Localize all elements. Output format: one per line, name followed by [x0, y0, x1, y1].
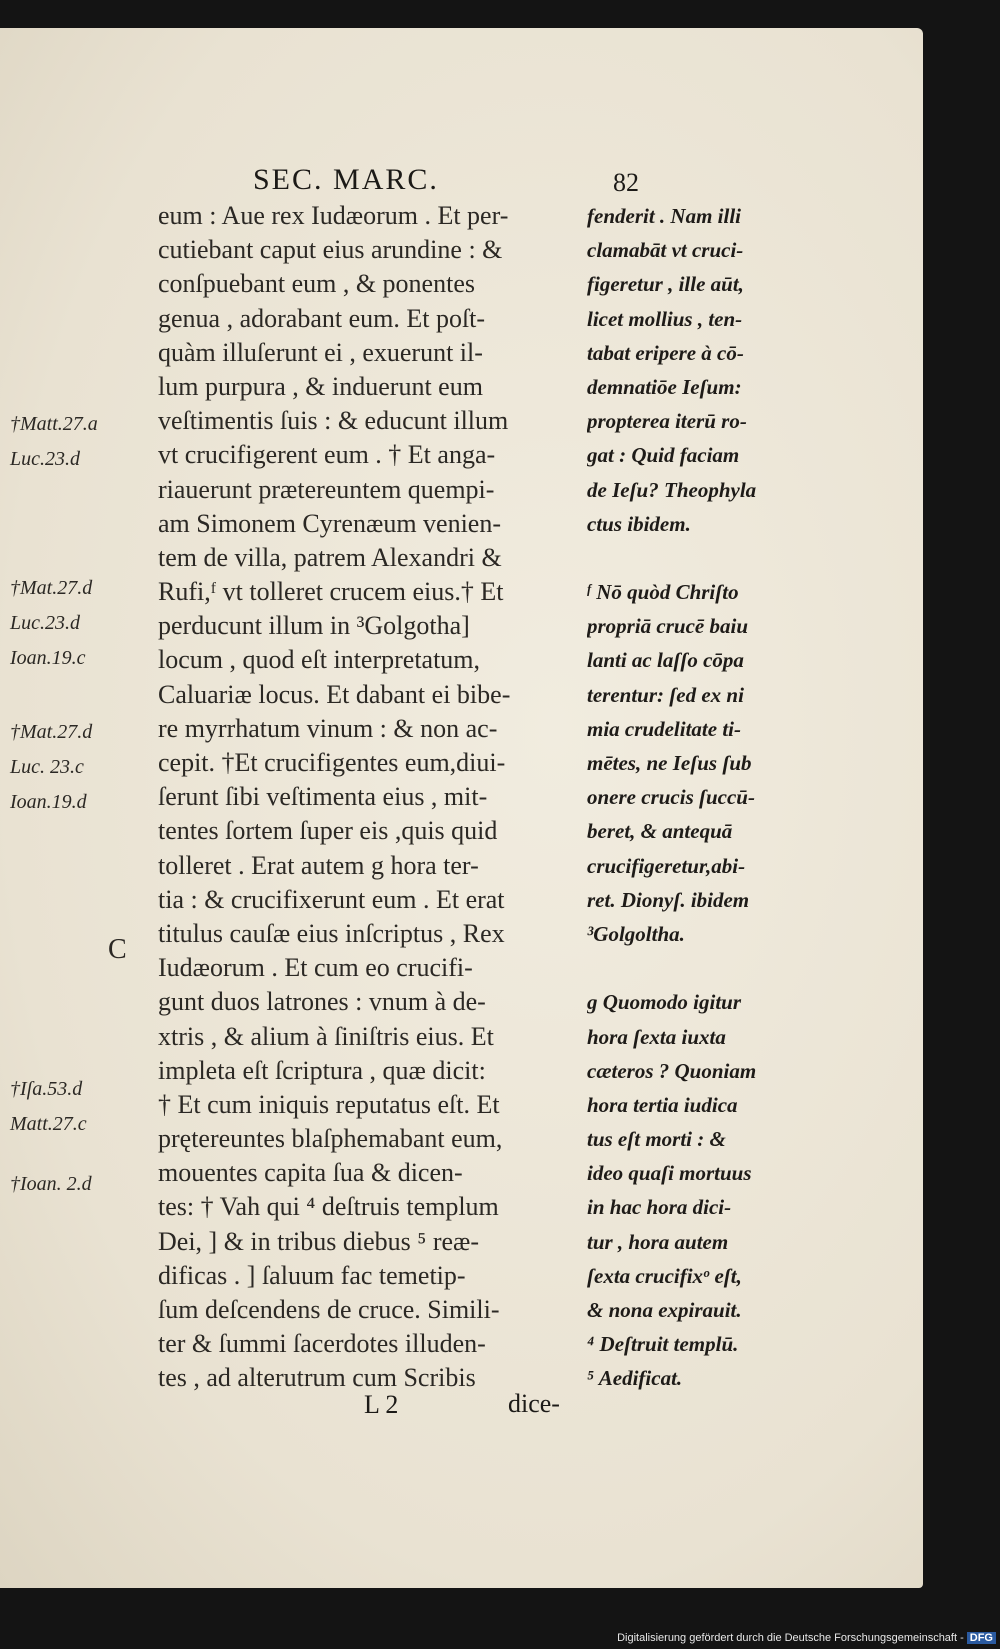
- gloss-line: propterea iterū ro-: [587, 409, 747, 434]
- gloss-line: ſexta crucifixᵒ eſt,: [587, 1263, 742, 1288]
- text-line: Caluariæ locus. Et dabant ei bibe-: [158, 679, 511, 709]
- gloss-line: lanti ac laſſo cōpa: [587, 648, 744, 673]
- text-line: cepit. †Et crucifigentes eum,diui-: [158, 748, 506, 777]
- text-line: locum , quod eſt interpretatum,: [158, 645, 481, 675]
- gloss-line: beret, & antequā: [587, 819, 733, 844]
- gloss-line: mia crudelitate ti-: [587, 716, 741, 741]
- gloss-line: ⁴ Deſtruit templū.: [587, 1332, 739, 1357]
- main-text-column: [158, 199, 578, 1396]
- text-line: ſerunt ſibi veſtimenta eius , mit-: [158, 782, 488, 812]
- margin-reference: Matt.27.c: [10, 1113, 87, 1135]
- text-line: tem de villa, patrem Alexandri &: [158, 542, 502, 572]
- gloss-line: ret. Dionyſ. ibidem: [587, 887, 750, 912]
- text-line: lum purpura , & induerunt eum: [158, 371, 483, 401]
- text-line: gunt duos latrones : vnum à de-: [158, 987, 486, 1017]
- text-line: perducunt illum in ³Golgotha]: [158, 611, 470, 641]
- gloss-line: ctus ibidem.: [587, 511, 691, 536]
- text-line: xtris , & alium à ſiniſtris eius. Et: [158, 1021, 494, 1051]
- gloss-column: [587, 199, 797, 1396]
- text-line: cutiebant caput eius arundine : &: [158, 235, 503, 265]
- signature-mark: L 2: [364, 1390, 399, 1419]
- text-line: tolleret . Erat autem g hora ter-: [158, 850, 479, 880]
- text-line: † Et cum iniquis reputatus eſt. Et: [158, 1089, 500, 1119]
- gloss-line: g Quomodo igitur: [587, 990, 742, 1015]
- text-line: mouentes capita ſua & dicen-: [158, 1158, 463, 1188]
- text-line: tes: † Vah qui ⁴ deſtruis templum: [158, 1192, 499, 1222]
- footer-text: Digitalisierung gefördert durch die Deutsche Forschungsgemeinschaft -: [617, 1632, 964, 1644]
- margin-reference: Ioan.19.d: [10, 791, 87, 813]
- gloss-line: cæteros ? Quoniam: [587, 1058, 757, 1083]
- text-line: ter & ſummi ſacerdotes illuden-: [158, 1329, 486, 1359]
- gloss-line: ᶠ Nō quòd Chriſto: [587, 580, 739, 605]
- text-line: tes , ad alterutrum cum Scribis: [158, 1363, 476, 1393]
- text-line: conſpuebant eum , & ponentes: [158, 269, 475, 299]
- text-line: riauerunt prætereuntem quempi-: [158, 474, 495, 504]
- text-line: prętereuntes blaſphemabant eum,: [158, 1124, 503, 1154]
- gloss-line: de Ieſu? Theophyla: [587, 477, 757, 502]
- text-line: veſtimentis ſuis : & educunt illum: [158, 406, 509, 436]
- margin-reference: Ioan.19.c: [10, 647, 86, 669]
- gloss-line: clamabāt vt cruci-: [587, 238, 744, 263]
- margin-reference: †Ioan. 2.d: [10, 1173, 92, 1195]
- margin-reference: Luc. 23.c: [10, 756, 84, 778]
- text-line: titulus cauſæ eius inſcriptus , Rex: [158, 918, 505, 948]
- gloss-line: crucifigeretur,abi-: [587, 853, 746, 878]
- catchword: dice-: [508, 1389, 560, 1418]
- page-number: 82: [613, 168, 639, 197]
- gloss-line: mētes, ne Ieſus ſub: [587, 751, 752, 775]
- text-line: ſum deſcendens de cruce. Simili-: [158, 1295, 500, 1324]
- text-line: genua , adorabant eum. Et poſt-: [158, 303, 486, 333]
- gloss-line: licet mollius , ten-: [587, 306, 743, 331]
- text-line: Rufi,ᶠ vt tolleret crucem eius.† Et: [158, 577, 504, 607]
- gloss-line: ⁵ Aedificat.: [587, 1366, 683, 1391]
- gloss-line: figeretur , ille aūt,: [587, 272, 744, 297]
- text-line: eum : Aue rex Iudæorum . Et per-: [158, 201, 509, 230]
- text-line: re myrrhatum vinum : & non ac-: [158, 713, 498, 743]
- gloss-line: onere crucis ſuccū-: [587, 785, 755, 810]
- margin-reference: Luc.23.d: [10, 612, 80, 634]
- margin-reference: †Iſa.53.d: [10, 1078, 83, 1100]
- margin-reference: †Mat.27.d: [10, 721, 93, 743]
- gloss-line: propriā crucē baiu: [587, 614, 749, 639]
- margin-reference: Luc.23.d: [10, 448, 80, 470]
- gloss-line: in hac hora dici-: [587, 1195, 732, 1220]
- footer-credit: [617, 1632, 996, 1644]
- text-line: tia : & crucifixerunt eum . Et erat: [158, 884, 505, 914]
- gloss-line: terentur: ſed ex ni: [587, 682, 744, 707]
- gloss-line: gat : Quid faciam: [587, 443, 740, 468]
- text-line: am Simonem Cyrenæum venien-: [158, 508, 502, 538]
- margin-reference: †Mat.27.d: [10, 577, 93, 599]
- gloss-line: hora tertia iudica: [587, 1092, 738, 1117]
- text-line: tentes ſortem ſuper eis ,quis quid: [158, 816, 498, 846]
- text-line: vt crucifigerent eum . † Et anga-: [158, 440, 496, 470]
- gloss-line: ³Golgoltha.: [587, 921, 685, 946]
- gloss-line: [587, 541, 797, 575]
- section-letter: C: [108, 934, 127, 965]
- text-line: dificas . ] ſaluum fac temetip-: [158, 1260, 466, 1290]
- running-title: SEC. MARC.: [253, 163, 439, 196]
- gloss-line: tabat eripere à cō-: [587, 340, 744, 365]
- text-line: Dei, ] & in tribus diebus ⁵ reæ-: [158, 1226, 480, 1256]
- text-line: quàm illuſerunt ei , exuerunt il-: [158, 337, 483, 367]
- gloss-line: tur , hora autem: [587, 1229, 729, 1254]
- gloss-line: fenderit . Nam illi: [587, 204, 741, 228]
- gloss-line: & nona expirauit.: [587, 1298, 742, 1322]
- gloss-line: hora ſexta iuxta: [587, 1024, 726, 1049]
- text-line: impleta eſt ſcriptura , quæ dicit:: [158, 1055, 486, 1085]
- gloss-line: [587, 951, 797, 985]
- gloss-line: tus eſt morti : &: [587, 1127, 726, 1152]
- margin-reference: †Matt.27.a: [10, 413, 98, 435]
- book-page: [0, 28, 923, 1588]
- gloss-line: demnatiōe Ieſum:: [587, 374, 742, 399]
- gloss-line: ideo quaſi mortuus: [587, 1161, 752, 1186]
- text-line: Iudæorum . Et cum eo crucifi-: [158, 953, 473, 983]
- dfg-logo: DFG: [967, 1632, 996, 1644]
